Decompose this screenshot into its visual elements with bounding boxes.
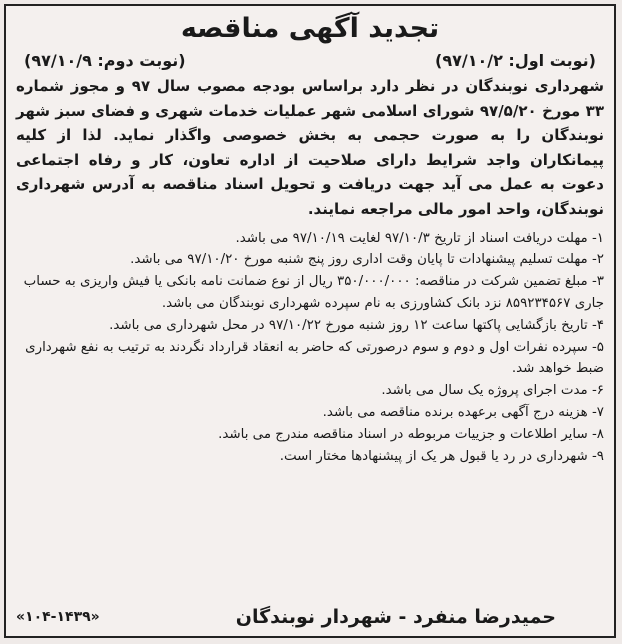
second-turn-date: (نوبت دوم: ۹۷/۱۰/۹)	[24, 51, 186, 70]
condition-item-9: ۹- شهرداری در رد یا قبول هر یک از پیشنهادها مختار است.	[279, 448, 604, 464]
notice-footer	[16, 606, 604, 628]
condition-item-1: ۱- مهلت دریافت اسناد از تاریخ ۹۷/۱۰/۳ لغایت ۹۷/۱۰/۱۹ می باشد.	[235, 230, 604, 246]
publication-turns	[16, 50, 604, 72]
condition-item-2: ۲- مهلت تسلیم پیشنهادات تا پایان وقت اداری روز پنج شنبه مورخ ۹۷/۱۰/۲۰ می باشد.	[130, 252, 604, 268]
condition-item-8: ۸- سایر اطلاعات و جزییات مربوطه در اسناد مناقصه مندرج می باشد.	[218, 426, 604, 442]
condition-item-7: ۷- هزینه درج آگهی برعهده برنده مناقصه می باشد.	[322, 404, 604, 420]
first-turn-date: (نوبت اول: ۹۷/۱۰/۲)	[435, 51, 596, 70]
condition-item-5: ۵- سپرده نفرات اول و دوم و سوم درصورتی که حاضر به انعقاد قرارداد نگردند به ترتیب به نفع شهرداری ضبط خواهد شد.	[25, 339, 604, 377]
signer-name: حمیدرضا منفرد - شهردار نوبندگان	[235, 606, 556, 628]
condition-item-6: ۶- مدت اجرای پروژه یک سال می باشد.	[381, 383, 604, 399]
notice-body	[16, 12, 604, 630]
notice-frame	[4, 4, 616, 638]
conditions-list	[16, 228, 604, 468]
condition-item-3: ۳- مبلغ تضمین شرکت در مناقصه: ۳۵۰/۰۰۰/۰۰۰ ریال از نوع ضمانت نامه بانکی یا فیش واریزی به حساب جاری ۸۵۹۲۳۴۵۶۷ نزد بانک کشاورزی به نام سپرده شهرداری نوبندگان می باشد.	[23, 274, 604, 311]
condition-item-4: ۴- تاریخ بازگشایی پاکتها ساعت ۱۲ روز شنبه مورخ ۹۷/۱۰/۲۲ در محل شهرداری می باشد.	[109, 317, 604, 333]
intro-paragraph: شهرداری نوبندگان در نظر دارد براساس بودجه مصوب سال ۹۷ و مجوز شماره ۳۳ مورخ ۹۷/۵/۲۰ شورای اسلامی شهر عملیات خدمات شهری و فضای سبز شهر نوبندگان را به صورت حجمی به بخش خصوصی واگذار نماید. لذا از کلیه پیمانکاران واجد شرایط دارای صلاحیت از اداره تعاون، کار و رفاه اجتماعی دعوت به عمل می آید جهت دریافت و تحویل اسناد مناقصه به آدرس شهرداری نوبندگان، واحد امور مالی مراجعه نمایند.	[16, 77, 604, 218]
notice-title: تجدید آگهی مناقصه	[180, 13, 440, 44]
notice-code: «۱۰۴-۱۴۳۹»	[16, 609, 100, 625]
